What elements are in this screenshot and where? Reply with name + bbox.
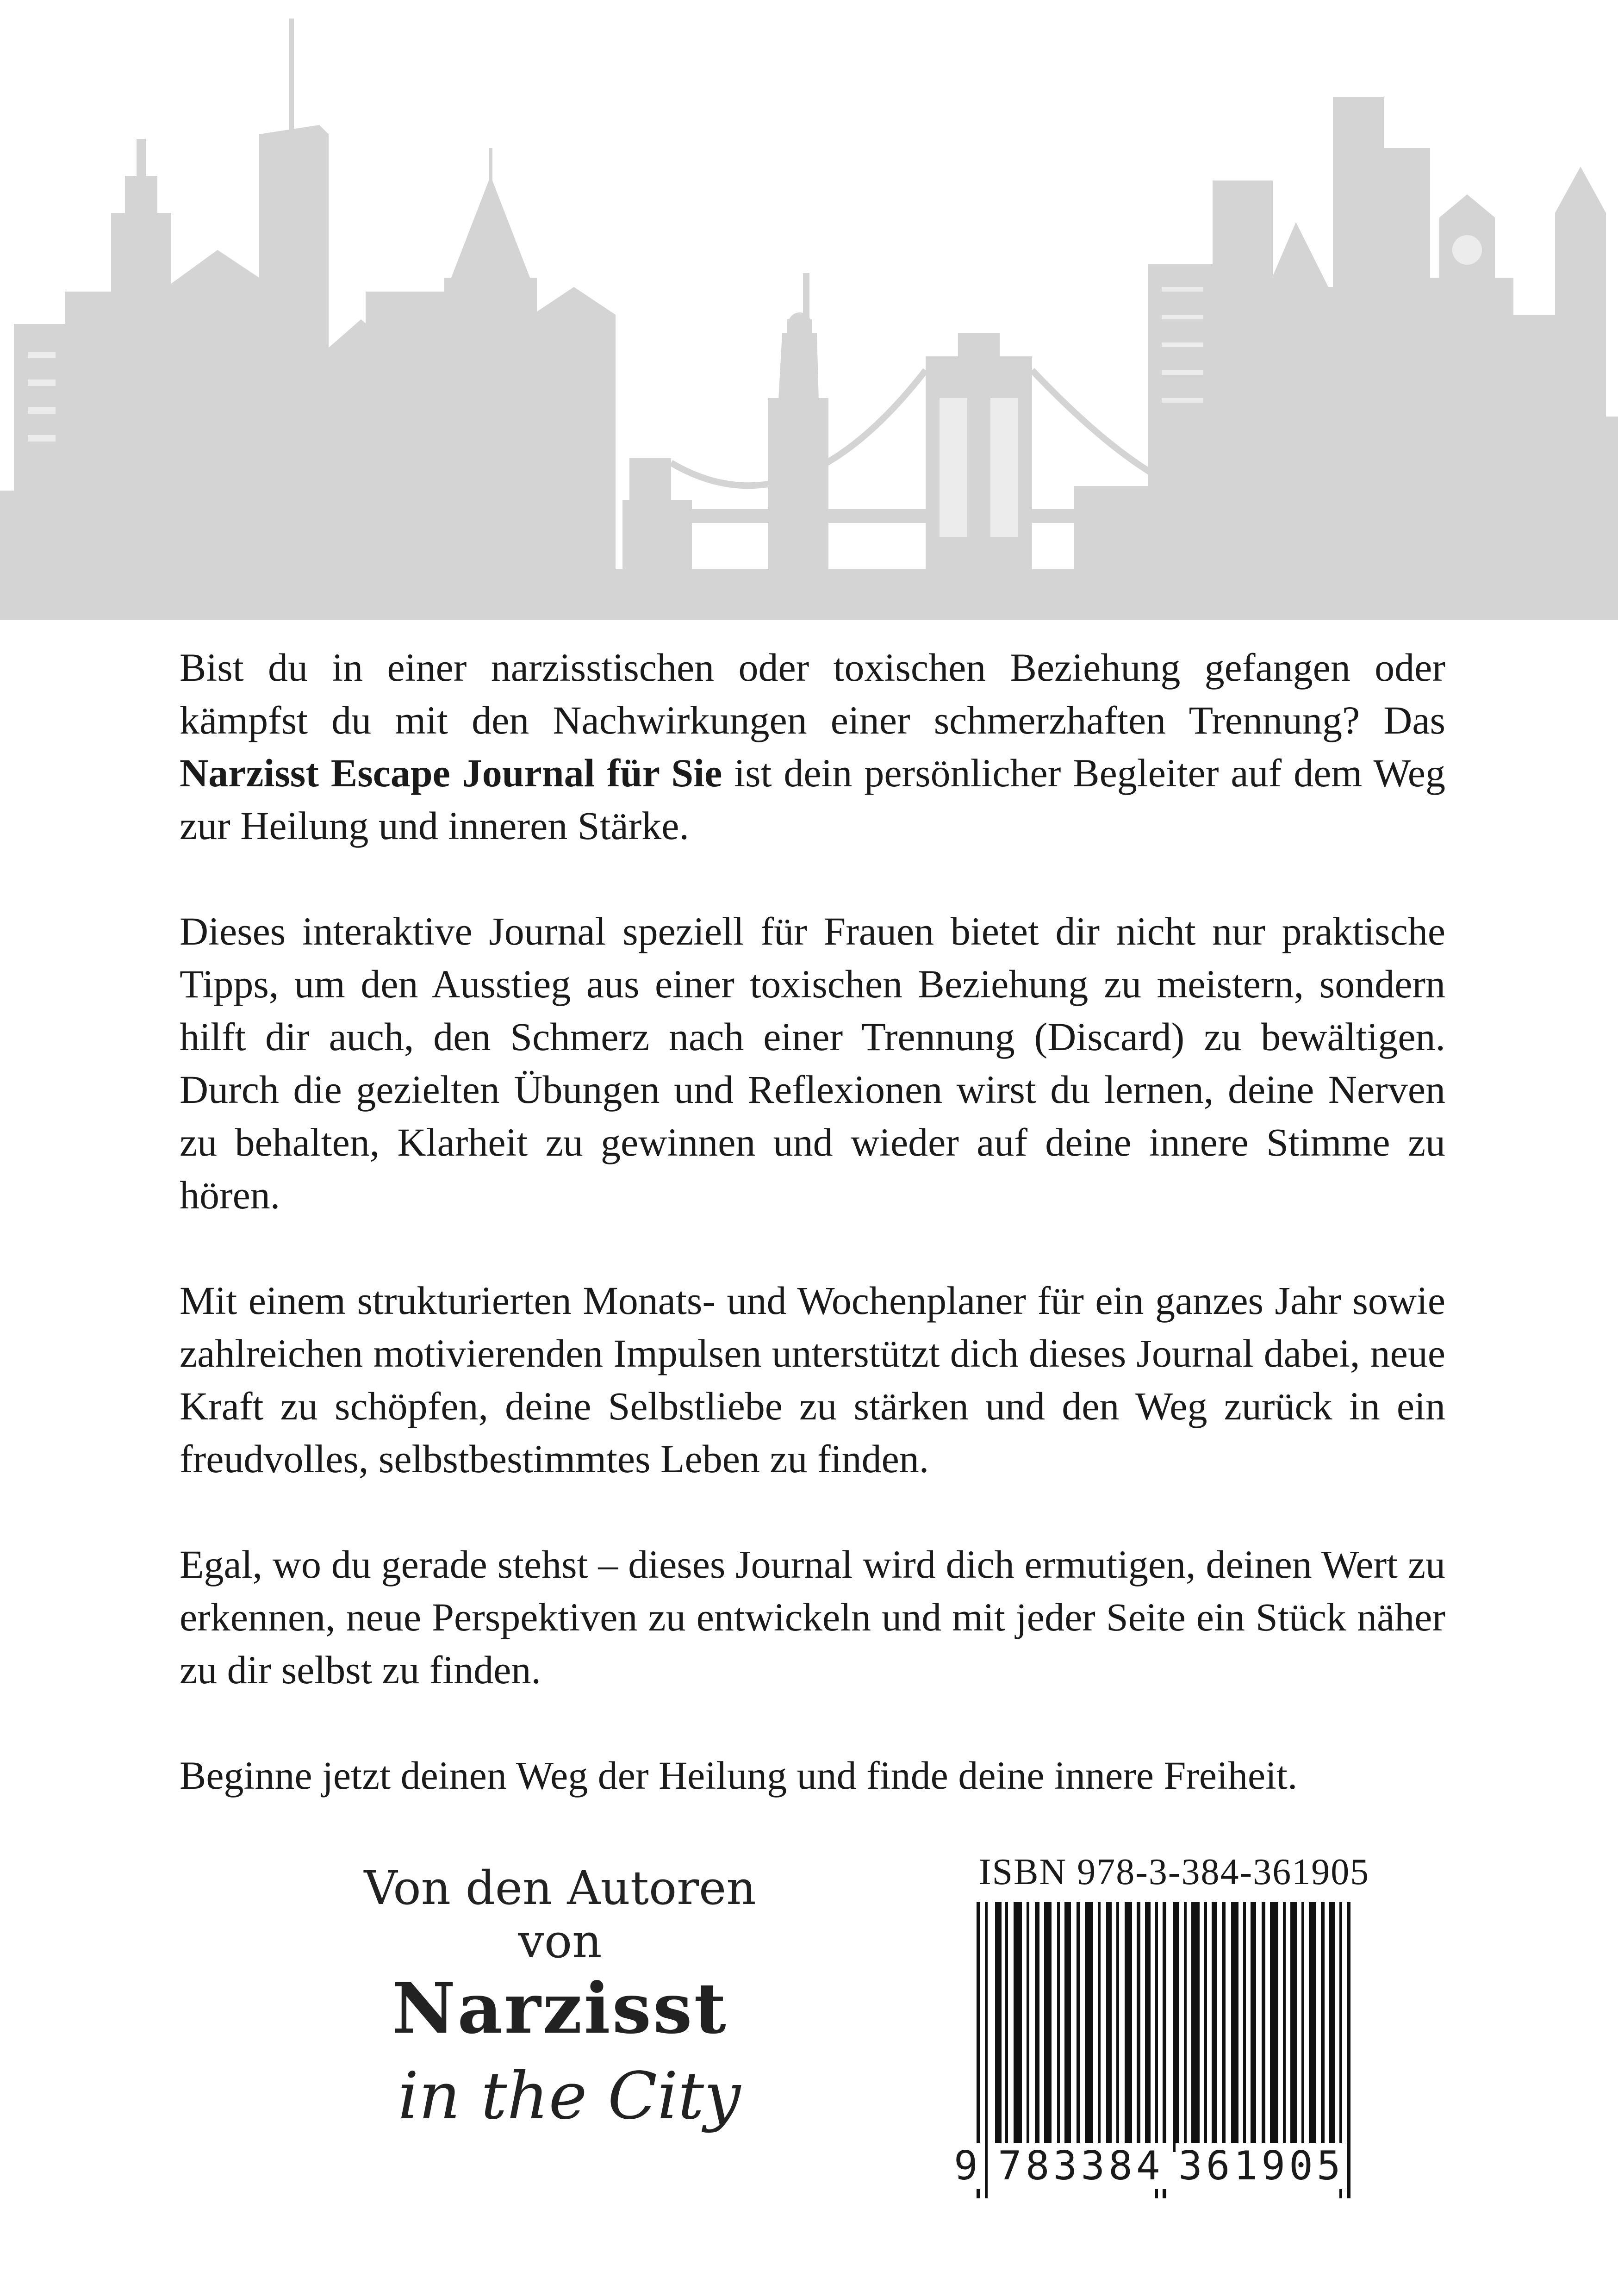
authors-brand-name: Narzisst	[392, 1968, 728, 2049]
barcode-digit-first: 9	[951, 2143, 984, 2189]
blurb-paragraph-4: Egal, wo du gerade stehst – dieses Journal wird dich ermutigen, deinen Wert zu erkennen, neue Perspektiven zu entwickeln und mit jeder Seite ein Stück näher zu dir selbst zu finden.	[180, 1542, 1445, 1692]
blurb-paragraph-5: Beginne jetzt deinen Weg der Heilung und finde deine innere Freiheit.	[180, 1753, 1298, 1798]
authors-brand-script: in the City	[398, 2059, 741, 2134]
authors-line-2: von	[518, 1914, 602, 1968]
book-title-bold: Narzisst Escape Journal für Sie	[180, 751, 722, 795]
blurb-paragraph-3: Mit einem strukturierten Monats- und Wochenplaner für ein ganzes Jahr sowie zahlreichen motivierenden Impulsen unterstützt dich dieses Journal dabei, neue Kraft zu schöpfen, deine Selbstliebe zu stärken und den Weg zurück in ein freudvolles, selbstbestimmtes Leben zu finden.	[180, 1278, 1445, 1481]
barcode-digits-left: 783384	[995, 2143, 1167, 2189]
blurb-paragraph-2: Dieses interaktive Journal speziell für Frauen bietet dir nicht nur praktische Tipps, um den Ausstieg aus einer toxischen Beziehung zu meistern, sondern hilft dir auch, den Schmerz nach einer Trennung (Discard) zu bewältigen. Durch die gezielten Übungen und Reflexionen wirst du lernen, deine Nerven zu behalten, Klarheit zu gewinnen und wieder auf deine innere Stimme zu hören.	[180, 909, 1445, 1217]
blurb-paragraph-1: Bist du in einer narzisstischen oder toxischen Beziehung gefangen oder kämpfst du mit den Nachwirkungen einer schmerzhaften Trennung? Das Narzisst Escape Journal für Sie ist dein persönlicher Begleiter auf dem Weg zur Heilung und inneren Stärke.	[180, 645, 1445, 848]
back-cover-blurb	[180, 641, 1445, 1854]
authors-block	[352, 1860, 768, 2143]
authors-line-1: Von den Autoren	[364, 1861, 756, 1915]
isbn-label: ISBN 978-3-384-361905	[979, 1852, 1370, 1892]
city-skyline-illustration	[0, 0, 1618, 620]
barcode-digits-right: 361905	[1176, 2143, 1347, 2189]
